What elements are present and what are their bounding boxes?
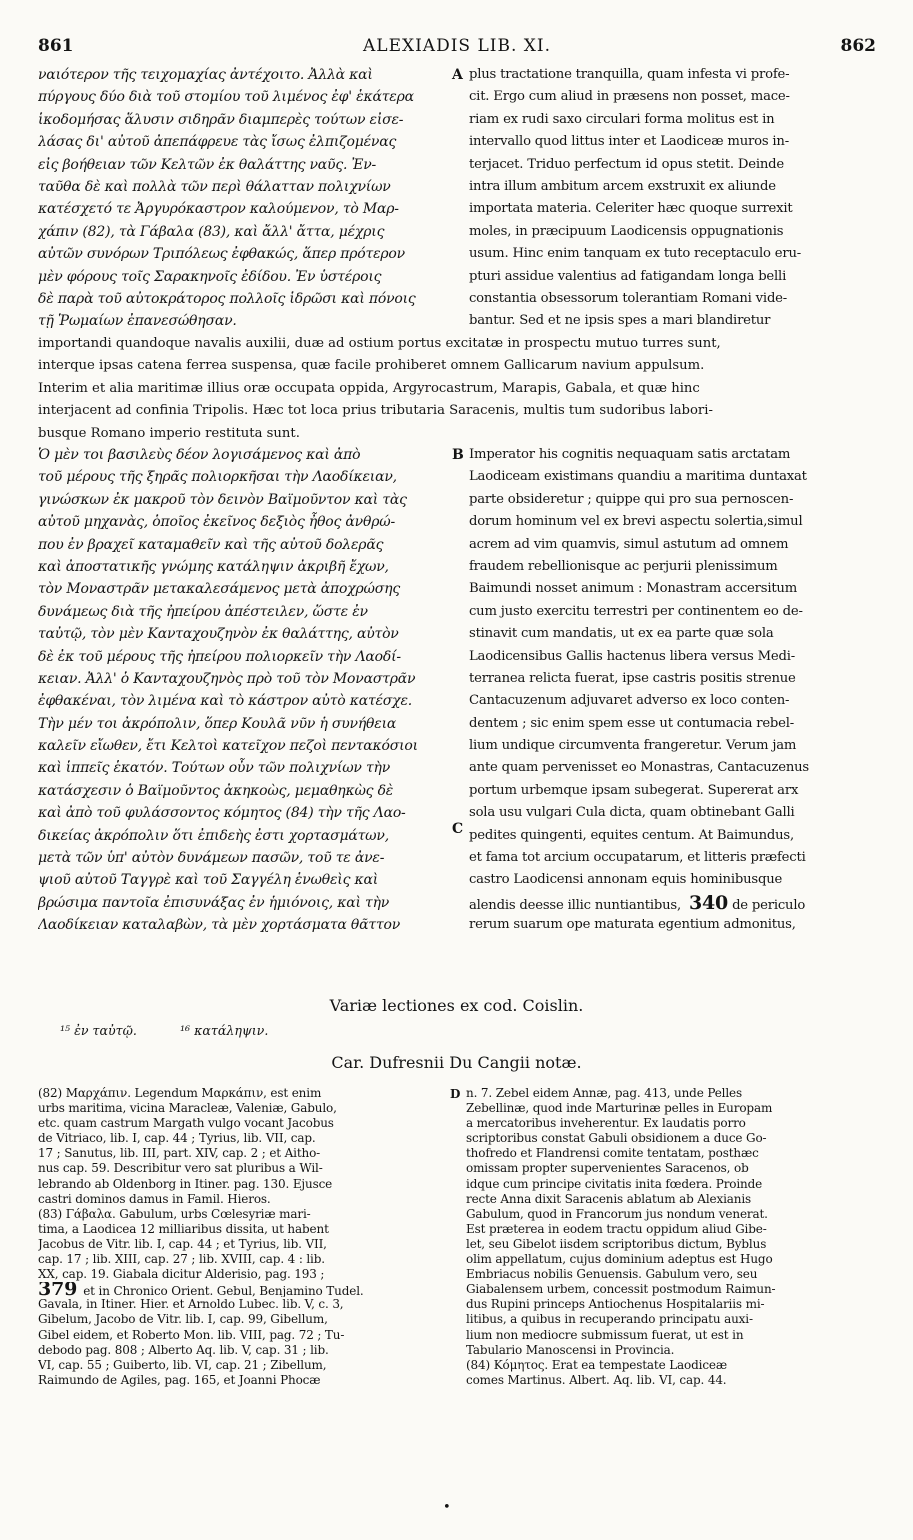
text-line: εἰς βοήθειαν τῶν Κελτῶν ἐκ θαλάττης ναῦς. Ἐν- (38, 156, 377, 173)
note-line: comes Martinus. Albert. Aq. lib. VI, cap. 44. (466, 1372, 727, 1387)
text-line: constantia obsessorum tolerantiam Romani vide- (469, 290, 788, 306)
note-line: 17 ; Sanutus, lib. III, part. XIV, cap. 2 ; et Aitho- (38, 1146, 321, 1161)
latin-column-b (469, 444, 876, 937)
text-line: δυνάμεως διὰ τῆς ἠπείρου ἀπέστειλεν, ὥστε ἐν (38, 603, 368, 620)
variae-title: Variæ lectiones ex cod. Coislin. (329, 996, 584, 1015)
text-line: κειαν. Ἀλλ' ὁ Κανταχουζηνὸς πρὸ τοῦ τὸν Μοναστρᾶν (38, 670, 416, 687)
text-line: moles, in præcipuum Laodicensis oppugnationis (469, 223, 784, 239)
text-line: castro Laodicensi annonam equis hominibusque (469, 872, 783, 888)
page-number-right: 862 (840, 36, 876, 56)
text-line: et fama tot arcium occupatarum, et litteris præfecti (469, 850, 806, 866)
text-line: γινώσκων ἐκ μακροῦ τὸν δεινὸν Βαϊμοῦντον καὶ τὰς (38, 491, 407, 508)
text-line: sola usu vulgari Cula dicta, quam obtinebant Galli (469, 805, 795, 821)
text-line: ante quam pervenisset eo Monastras, Cantacuzenus (469, 760, 810, 776)
text-span: et in Chronico Orient. Gebul, Benjamino Tudel. (83, 1284, 364, 1298)
note-line: Tabulario Manoscensi in Provincia. (466, 1342, 675, 1357)
note-line: (82) Μαρχάπιν. Legendum Μαρκάπιν, est enim (38, 1086, 322, 1100)
note-line: dus Rupini princeps Antiochenus Hospitalariis mi- (466, 1297, 765, 1312)
variae-item-16: ¹⁶ κατάληψιν. (180, 1023, 269, 1038)
text-line: dentem ; sic enim spem esse ut contumacia rebel- (469, 715, 795, 731)
note-line: (83) Γάβαλα. Gabulum, urbs Cœlesyriæ mari- (38, 1206, 311, 1221)
latin-column-a (469, 64, 876, 333)
text-line: χάπιν (82), τὰ Γάβαλα (83), καὶ ἄλλ' ἄττα, μέχρις (38, 223, 385, 240)
text-line: rerum suarum ope maturata egentium admonitus, (469, 917, 796, 933)
text-line: intervallo quod littus inter et Laodiceæ muros in- (469, 134, 789, 150)
note-line: Est præterea in eodem tractu oppidum aliud Gibe- (466, 1221, 767, 1236)
text-line: ἐφθακέναι, τὸν λιμένα καὶ τὸ κάστρον αὐτὸ κατέσχε. (38, 693, 413, 710)
text-line: ἱκοδομήσας ἅλυσιν σιδηρᾶν διαμπερὲς τούτων εἰσε- (38, 111, 404, 128)
text-line: usum. Hinc enim tanquam ex tuto receptaculo eru- (469, 246, 802, 262)
text-line: τοῦ μέρους τῆς ξηρᾶς πολιορκῆσαι τὴν Λαοδίκειαν, (38, 469, 397, 486)
text-line: plus tractatione tranquilla, quam infesta vi profe- (469, 67, 790, 82)
note-line: tima, a Laodicea 12 milliaribus dissita, ut habent (38, 1221, 329, 1236)
text-span: alendis deesse illic nuntiantibus, (469, 897, 681, 913)
variae-item-15: ¹⁵ ἐν ταὐτῷ. (60, 1023, 137, 1038)
text-line: cum justo exercitu terrestri per continentem eo de- (469, 603, 803, 619)
note-line: Gibel eidem, et Roberto Mon. lib. VIII, pag. 72 ; Tu- (38, 1327, 345, 1342)
note-line (38, 1282, 448, 1297)
text-line: ψιοῦ αὐτοῦ Ταγγρὲ καὶ τοῦ Σαγγέλη ἑνωθεὶς καὶ (38, 872, 378, 889)
text-line: portum urbemque ipsam subegerat. Supererat arx (469, 782, 799, 798)
text-line: stinavit cum mandatis, ut ex ea parte quæ sola (469, 626, 774, 642)
text-line: acrem ad vim quamvis, simul astutum ad omnem (469, 536, 789, 552)
text-line: interjacent ad confinia Tripolis. Hæc tot loca prius tributaria Saracenis, multis tum sudoribus labori- (38, 403, 713, 419)
text-line: καὶ ἀποστατικῆς γνώμης κατάληψιν ἀκριβῆ ἔχων, (38, 558, 389, 575)
text-line: importandi quandoque navalis auxilii, duæ ad ostium portus excitatæ in prospectu mutuo turres sunt, (38, 336, 721, 351)
note-line: let, seu Gibelot iisdem scriptoribus dictum, Byblus (466, 1236, 767, 1251)
note-line: (84) Κόμητος. Erat ea tempestate Laodiceæ (466, 1357, 727, 1372)
note-line: Embriacus nobilis Genuensis. Gabulum vero, seu (466, 1267, 758, 1282)
text-line: καὶ ἱππεῖς ἑκατόν. Τούτων οὖν τῶν πολιχνίων τὴν (38, 760, 391, 777)
note-line: etc. quam castrum Margath vulgo vocant Jacobus (38, 1116, 334, 1131)
note-line: nus cap. 59. Describitur vero sat pluribus a Wil- (38, 1161, 323, 1176)
text-line: μετὰ τῶν ὑπ' αὐτὸν δυνάμεων πασῶν, τοῦ τε ἀνε- (38, 850, 385, 867)
note-line: n. 7. Zebel eidem Annæ, pag. 413, unde Pelles (466, 1086, 743, 1100)
text-span: de periculo (732, 897, 806, 913)
note-line: VI, cap. 55 ; Guiberto, lib. VI, cap. 21 ; Zibellum, (38, 1357, 327, 1372)
text-line: Baimundi nosset animum : Monastram accersitum (469, 581, 798, 597)
text-line: busque Romano imperio restituta sunt. (38, 425, 300, 441)
running-title: ALEXIADIS LIB. XI. (363, 36, 551, 56)
text-line: ταῦθα δὲ καὶ πολλὰ τῶν περὶ θάλατταν πολιχνίων (38, 178, 391, 195)
text-line: Cantacuzenum adjuvaret adverso ex loco conten- (469, 693, 790, 709)
note-line: Gavala, in Itiner. Hier. et Arnoldo Lubec. lib. V, c. 3, (38, 1297, 344, 1312)
page-number-left: 861 (38, 36, 74, 56)
text-line: riam ex rudi saxo circulari forma molitus est in (469, 111, 775, 127)
text-line: intra illum ambitum arcem exstruxit ex aliunde (469, 178, 776, 194)
text-line: Imperator his cognitis nequaquam satis arctatam (469, 447, 791, 462)
text-line: πύργους δύο διὰ τοῦ στομίου τοῦ λιμένος ἐφ' ἑκάτερα (38, 89, 414, 106)
text-line: κατάσχεσιν ὁ Βαϊμοῦντος ἀκηκοὼς, μεμαθηκὼς δὲ (38, 782, 394, 799)
text-line: λάσας δι' αὐτοῦ ἀπεπάφρευε τὰς ἴσως ἐλπιζομένας (38, 134, 397, 151)
note-line: lium non mediocre submissum fuerat, ut est in (466, 1327, 744, 1342)
text-line (469, 892, 876, 914)
note-line: de Vitriaco, lib. I, cap. 44 ; Tyrius, lib. VII, cap. (38, 1131, 316, 1146)
note-line: olim appellatum, cujus dominium adeptus est Hugo (466, 1252, 773, 1267)
text-line: Τὴν μέν τοι ἀκρόπολιν, ὅπερ Κουλᾶ νῦν ἡ συνήθεια (38, 715, 397, 732)
note-line: urbs maritima, vicina Maracleæ, Valeniæ, Gabulo, (38, 1101, 337, 1116)
text-line: που ἐν βραχεῖ καταμαθεῖν καὶ τῆς αὐτοῦ δολερᾶς (38, 536, 384, 553)
text-line: Interim et alia maritimæ illius oræ occupata oppida, Argyrocastrum, Marapis, Gabala, et quæ hinc (38, 380, 700, 396)
text-line: τὸν Μοναστρᾶν μετακαλεσάμενος μετὰ ἀποχρώσης (38, 581, 400, 598)
text-line: κατέσχετό τε Ἀργυρόκαστρον καλούμενον, τὸ Μαρ- (38, 201, 399, 218)
note-line: scriptoribus constat Gabuli obsidionem a duce Go- (466, 1131, 767, 1146)
marker-a: A (452, 67, 463, 83)
note-line: Gibelum, Jacobo de Vitr. lib. I, cap. 99, Gibellum, (38, 1312, 328, 1327)
running-header (38, 36, 876, 60)
note-line: idque cum principe civitatis inita fœdera. Proinde (466, 1176, 763, 1191)
text-line: parte obsideretur ; quippe qui pro sua pernoscen- (469, 491, 794, 507)
note-line: cap. 17 ; lib. XIII, cap. 27 ; lib. XVIII, cap. 4 : lib. (38, 1252, 325, 1267)
text-line: fraudem rebellionisque ac perjurii plenissimum (469, 558, 778, 574)
notes-left-column (38, 1086, 448, 1388)
notes-title: Car. Dufresnii Du Cangii notæ. (331, 1053, 582, 1072)
marker-b: B (452, 447, 464, 463)
text-line: terjacet. Triduo perfectum id opus stetit. Deinde (469, 156, 785, 172)
note-line: litibus, a quibus in recuperando principatu auxi- (466, 1312, 753, 1327)
text-line: terranea relicta fuerat, ipse castris positis strenue (469, 670, 796, 686)
footer-mark: • (443, 1500, 451, 1515)
text-line: Λαοδίκειαν καταλαβὼν, τὰ μὲν χορτάσματα θᾶττον (38, 917, 401, 934)
text-line: pedites quingenti, equites centum. At Baimundus, (469, 827, 794, 843)
text-line: μὲν φόρους τοῖς Σαρακηνοῖς ἐδίδου. Ἐν ὑστέροις (38, 268, 382, 285)
column-number: 379 (38, 1282, 78, 1298)
text-line: ταὐτῷ, τὸν μὲν Κανταχουζηνὸν ἐκ θαλάττης, αὐτὸν (38, 626, 399, 643)
column-number: 340 (689, 891, 729, 914)
note-line: thofredo et Flandrensi comite tentatam, posthæc (466, 1146, 759, 1161)
text-line: Ὁ μὲν τοι βασιλεὺς δέον λογισάμενος καὶ ἀπὸ (38, 447, 361, 463)
note-line: recte Anna dixit Saracenis ablatum ab Alexianis (466, 1191, 752, 1206)
text-line: βρώσιμα παντοῖα ἐπισυνάξας ἐν ἡμιόνοις, καὶ τὴν (38, 894, 390, 911)
greek-column-b (38, 444, 458, 937)
text-line: dorum hominum vel ex brevi aspectu solertia,simul (469, 514, 803, 530)
note-line: Giabalensem urbem, concessit postmodum Raimun- (466, 1282, 776, 1297)
text-line: καλεῖν εἴωθεν, ἔτι Κελτοὶ κατεῖχον πεζοὶ πεντακόσιοι (38, 738, 418, 755)
text-line: bantur. Sed et ne ipsis spes a mari blandiretur (469, 313, 771, 329)
text-line: Laodicensibus Gallis hactenus libera versus Medi- (469, 648, 796, 664)
latin-full-width (38, 333, 876, 445)
notes-right-column (466, 1086, 876, 1388)
greek-column-a (38, 64, 458, 333)
note-line: XX, cap. 19. Giabala dicitur Alderisio, pag. 193 ; (38, 1267, 325, 1282)
text-line: lium undique circumventa frangeretur. Verum jam (469, 738, 797, 754)
note-line: Jacobus de Vitr. lib. I, cap. 44 ; et Tyrius, lib. VII, (38, 1236, 327, 1251)
text-line: pturi assidue valentius ad fatigandam longa belli (469, 268, 787, 284)
note-line: Gabulum, quod in Francorum jus nondum venerat. (466, 1206, 768, 1221)
text-line: importata materia. Celeriter hæc quoque surrexit (469, 201, 793, 217)
note-line: omissam propter supervenientes Saracenos, ob (466, 1161, 749, 1176)
text-line: δὲ παρὰ τοῦ αὐτοκράτορος πολλοῖς ἱδρῶσι καὶ πόνοις (38, 290, 416, 307)
marker-c: C (452, 821, 464, 837)
text-line: καὶ ἀπὸ τοῦ φυλάσσοντος κόμητος (84) τὴν τῆς Λαο- (38, 805, 406, 822)
text-line: Laodiceam existimans quandiu a maritima duntaxat (469, 469, 807, 485)
text-line: δὲ ἐκ τοῦ μέρους τῆς ἠπείρου πολιορκεῖν τὴν Λαοδί- (38, 648, 401, 665)
marker-d: D (450, 1087, 461, 1101)
text-line: cit. Ergo cum aliud in præsens non posset, mace- (469, 89, 790, 105)
note-line: Zebellinæ, quod inde Marturinæ pelles in Europam (466, 1101, 773, 1116)
note-line: Raimundo de Agiles, pag. 165, et Joanni Phocæ (38, 1372, 321, 1387)
text-line: τῇ Ῥωμαίων ἐπανεσώθησαν. (38, 313, 237, 330)
text-line: δικείας ἀκρόπολιν ὅτι ἐπιδεὴς ἐστι χορτασμάτων, (38, 827, 389, 844)
note-line: debodo pag. 808 ; Alberto Aq. lib. V, cap. 31 ; lib. (38, 1342, 329, 1357)
note-line: lebrando ab Oldenborg in Itiner. pag. 130. Ejusce (38, 1176, 333, 1191)
note-line: castri dominos damus in Famil. Hieros. (38, 1191, 271, 1206)
text-line: αὐτῶν συνόρων Τριπόλεως ἐφθακώς, ἅπερ πρότερον (38, 246, 405, 263)
note-line: a mercatoribus inveherentur. Ex laudatis porro (466, 1116, 746, 1131)
text-line: αὐτοῦ μηχανὰς, ὁποῖος ἐκεῖνος δεξιὸς ἦθος ἀνθρώ- (38, 514, 395, 531)
text-line: interque ipsas catena ferrea suspensa, quæ facile prohiberet omnem Gallicarum navium appulsum. (38, 358, 705, 374)
text-line: ναιότερον τῆς τειχομαχίας ἀντέχοιτο. Ἀλλὰ καὶ (38, 67, 373, 83)
